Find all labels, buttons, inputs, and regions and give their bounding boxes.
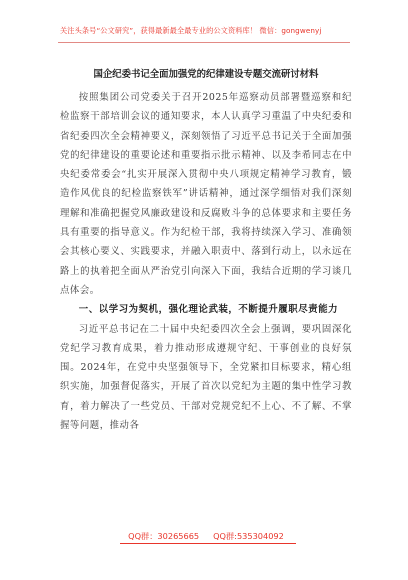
section-heading: 一、以学习为契机，强化理论武装，不断提升履职尽责能力 [78,304,339,316]
header-banner: 关注头条号“公文研究”，获得最新最全最专业的公文资料库！ 微信：gongwenyj [60,26,322,35]
footer-qq-group-1: QQ群：30265665 [128,531,200,541]
footer-qq-groups [60,530,352,542]
document-body [60,88,352,435]
footer-qq-group-2: QQ群:535304092 [213,531,284,541]
intro-paragraph: 按照集团公司党委关于召开2025年巡察动员部署暨巡察和纪检监察干部培训会议的通知要求，本人认真学习重温了中央纪委和省纪委四次全会精神要义，深刻领悟了习近平总书记关于全面加强党的纪律建设的重要论述和重要指示批示精神、以及李希同志在中央纪委常委会“扎实开展深入贯彻中央八项规定精神学习教育，锻造作风优良的纪检监察铁军”讲话精神，通过深学细悟对我们深刻理解和准确把握党风廉政建设和反腐败斗争的总体要求和主要任务具有重要的指导意义。作为纪检干部，我将持续深入学习、准确领会其核心要义、实践要求，并融入职责中、落到行动上，以永远在路上的执着把全面从严治党引向深入下面，我结合近期的学习谈几点体会。 [60,92,352,296]
footer-underline [120,543,296,544]
document-title: 国企纪委书记全面加强党的纪律建设专题交流研讨材料 [93,69,319,80]
section-paragraph: 习近平总书记在二十届中央纪委四次全会上强调，要巩固深化党纪学习教育成果，着力推动形成遵规守纪、干事创业的良好氛围。2024年，在党中央坚强领导下，全党紧扣目标要求，精心组织实施，加强督促落实，开展了首次以党纪为主题的集中性学习教育，着力解决了一些党员、干部对党规党纪不上心、不了解、不掌握等问题，推动各 [60,323,352,432]
header-divider [58,42,350,43]
